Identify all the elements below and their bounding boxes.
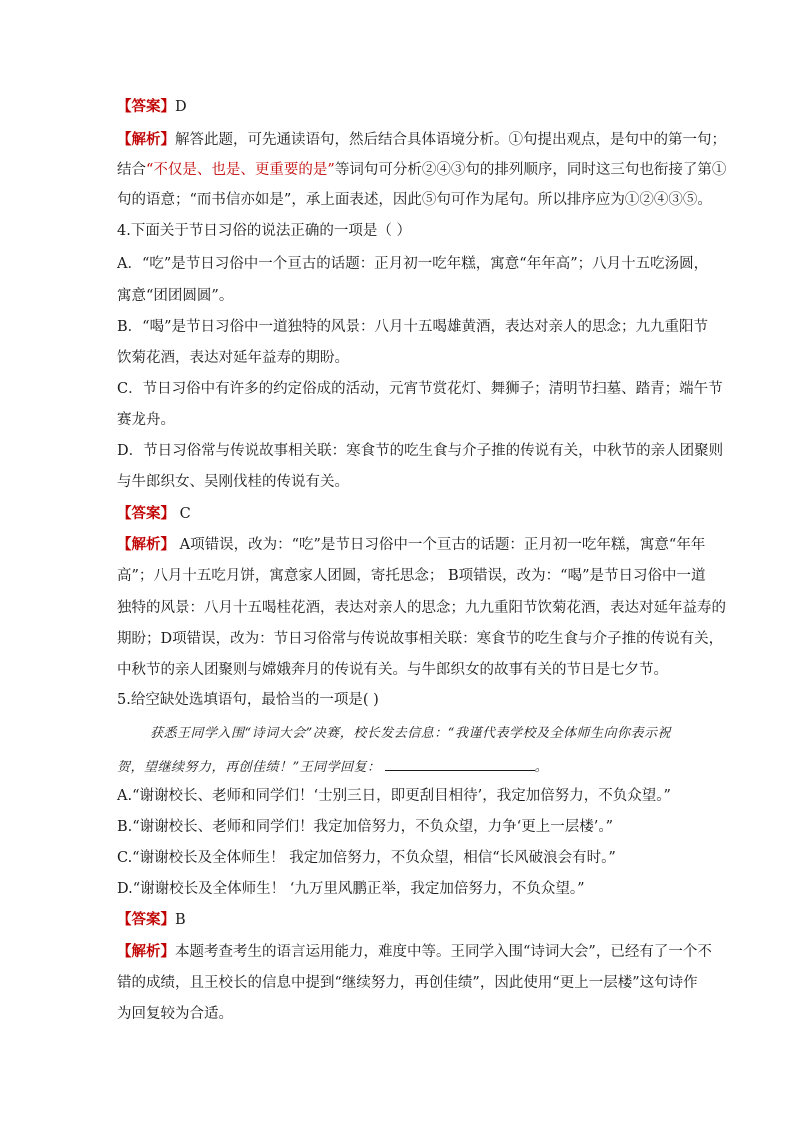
answer-tag: 【答案】: [117, 505, 175, 522]
highlight-text: “不仅是、也是、更重要的是”: [146, 162, 335, 178]
q4-analysis-line-2: 高”；八月十五吃月饼，寓意家人团圆，寄托思念； B项错误，改为：“喝”是节日习俗中一道: [117, 568, 706, 584]
q5-option-a: A.“谢谢校长、老师和同学们！‘士别三日，即更刮目相待’，我定加倍努力，不负众望。”: [117, 788, 671, 804]
q4-option-d-2: 与牛郎织女、吴刚伐桂的传说有关。: [117, 474, 349, 490]
q4-option-b-1: B．“喝”是节日习俗中一道独特的风景：八月十五喝雄黄酒，表达对亲人的思念；九九重阳节: [117, 319, 708, 335]
q3-analysis-line-2: 结合“不仅是、也是、更重要的是”等词句可分析②④③句的排列顺序，同时这三句也衔接了第①: [117, 162, 727, 178]
q5-option-d: D.“谢谢校长及全体师生！ ‘九万里风鹏正举，我定加倍努力，不负众望。”: [117, 881, 585, 897]
q4-stem: 4.下面关于节日习俗的说法正确的一项是（ ）: [117, 223, 411, 239]
q4-option-d-1: D．节日习俗常与传说故事相关联：寒食节的吃生食与介子推的传说有关，中秋节的亲人团聚则: [117, 443, 724, 459]
answer-blank: [385, 756, 535, 771]
analysis-tag: 【解析】: [117, 131, 175, 148]
q5-analysis-line-1: 【解析】本题考查考生的语言运用能力，难度中等。王同学入围“诗词大会”，已经有了一个不: [117, 943, 712, 960]
answer-value: C: [175, 506, 191, 522]
analysis-tag: 【解析】: [117, 536, 175, 553]
q3-analysis-line-3: 句的语意；“而书信亦如是”，承上面表述，因此⑤句可作为尾句。所以排序应为①②④③⑤。: [117, 192, 712, 208]
q4-answer: [117, 504, 191, 524]
q4-option-c-2: 赛龙舟。: [117, 412, 175, 428]
q4-analysis-line-1: 【解析】 A项错误，改为：“吃”是节日习俗中一个亘古的话题：正月初一吃年糕，寓意“年年: [117, 536, 706, 553]
q5-quote-line-2: 贺，望继续努力，再创佳绩！”王同学回复： 。: [117, 756, 548, 778]
answer-tag: 【答案】: [117, 98, 175, 115]
q3-answer: [117, 97, 187, 117]
q5-option-b: B.“谢谢校长、老师和同学们！我定加倍努力，不负众望，力争‘更上一层楼’。”: [117, 819, 614, 835]
q5-answer: [117, 910, 186, 930]
q5-option-c: C.“谢谢校长及全体师生！ 我定加倍努力，不负众望，相信“长风破浪会有时。”: [117, 850, 616, 866]
analysis-tag: 【解析】: [117, 943, 175, 960]
q4-option-a-1: A．“吃”是节日习俗中一个亘古的话题：正月初一吃年糕，寓意“年年高”；八月十五吃汤圆，: [117, 256, 709, 272]
answer-value: D: [175, 99, 187, 115]
q4-analysis-line-5: 中秋节的亲人团聚则与嫦娥奔月的传说有关。与牛郎织女的故事有关的节日是七夕节。: [117, 662, 668, 678]
q5-quote-line-1: 获悉王同学入围“诗词大会”决赛，校长发去信息：“我谨代表学校及全体师生向你表示祝: [150, 726, 671, 741]
q3-analysis-line-1: 【解析】解答此题，可先通读语句，然后结合具体语境分析。①句提出观点，是句中的第一句；: [117, 131, 726, 148]
q4-option-a-2: 寓意“团团圆圆”。: [117, 288, 234, 304]
q5-analysis-line-2: 错的成绩，且王校长的信息中提到“继续努力，再创佳绩”，因此使用“更上一层楼”这句诗作: [117, 975, 698, 991]
q4-analysis-line-4: 期盼；D项错误，改为：节日习俗常与传说故事相关联：寒食节的吃生食与介子推的传说有关，: [117, 631, 724, 647]
q4-option-b-2: 饮菊花酒，表达对延年益寿的期盼。: [117, 350, 349, 366]
q5-stem: 5.给空缺处选填语句，最恰当的一项是( ): [117, 692, 379, 708]
answer-value: B: [175, 912, 186, 928]
q5-analysis-line-3: 为回复较为合适。: [117, 1006, 233, 1022]
q4-option-c-1: C．节日习俗中有许多的约定俗成的活动，元宵节赏花灯、舞狮子；清明节扫墓、踏青；端午节: [117, 381, 723, 397]
answer-tag: 【答案】: [117, 911, 175, 928]
q4-analysis-line-3: 独特的风景：八月十五喝桂花酒，表达对亲人的思念；九九重阳节饮菊花酒，表达对延年益寿的: [117, 600, 726, 616]
